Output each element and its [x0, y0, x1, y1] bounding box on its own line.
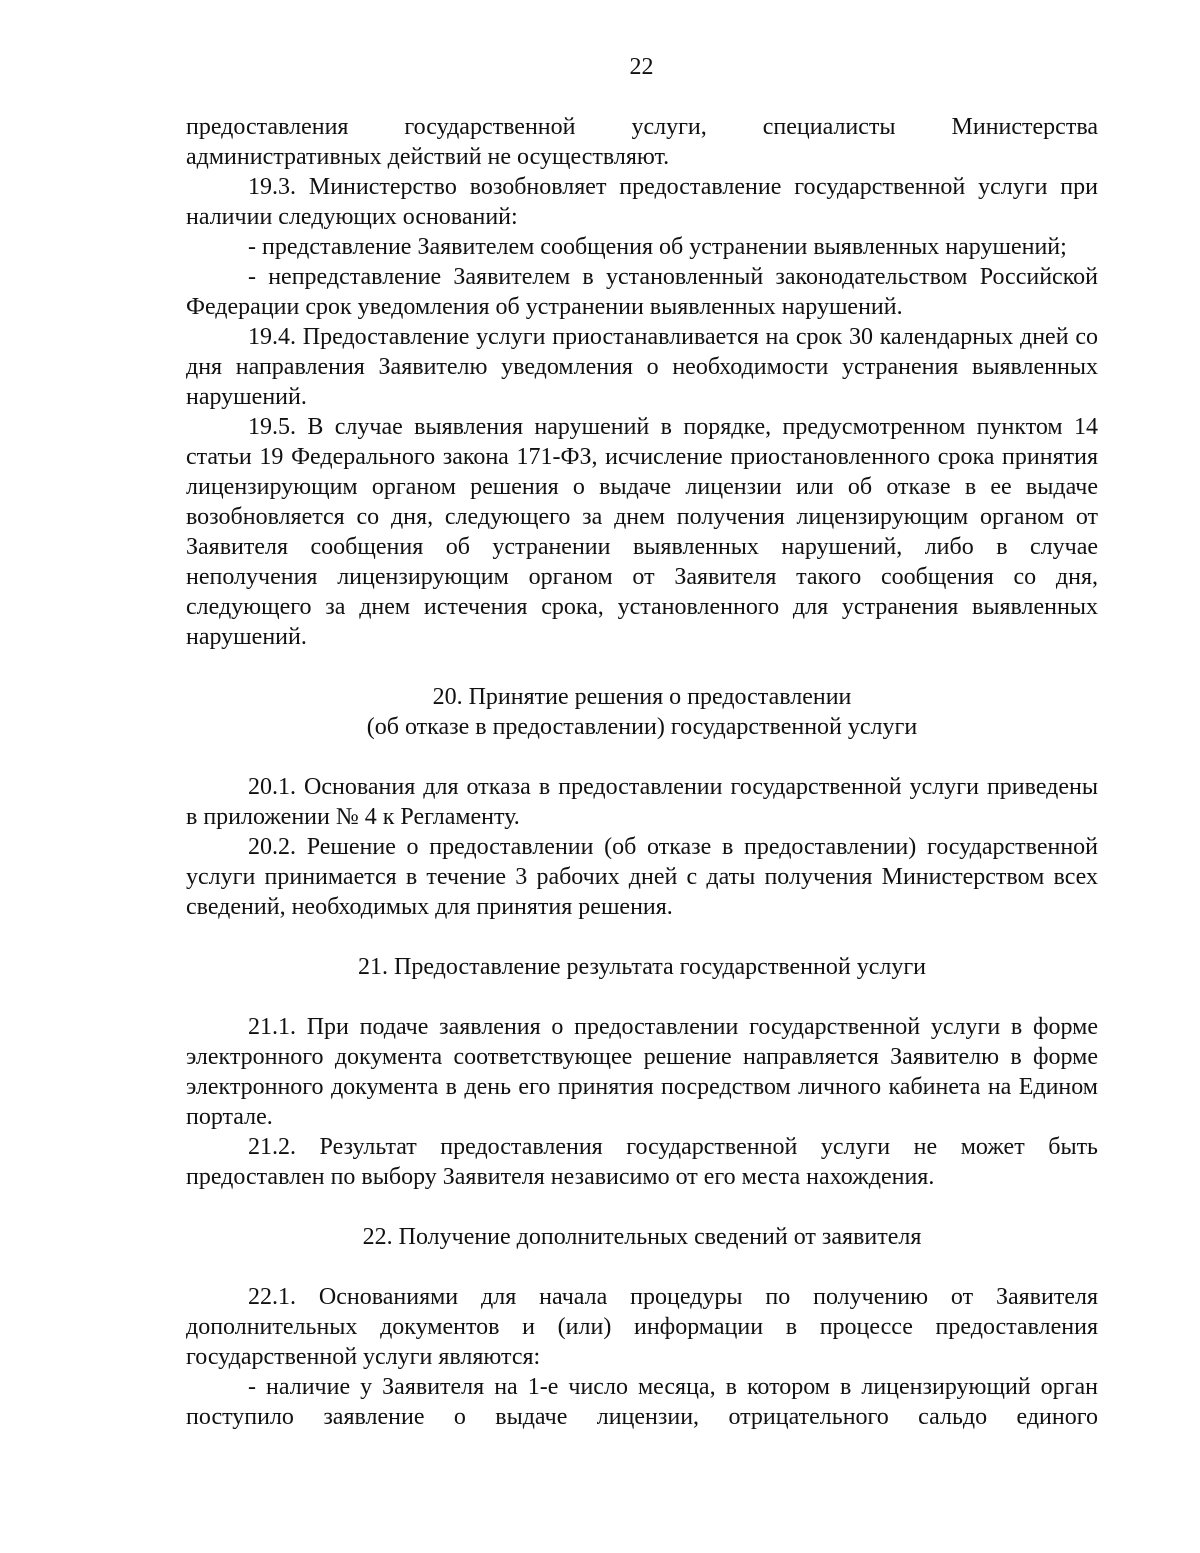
spacer — [186, 1252, 1098, 1282]
section-heading-21: 21. Предоставление результата государственной услуги — [357, 954, 927, 980]
paragraph-19-4: 19.4. Предоставление услуги приостанавливается на срок 30 календарных дней со дня направления Заявителю уведомления о необходимости устранения выявленных нарушений. — [186, 324, 1098, 410]
list-item: - представление Заявителем сообщения об устранении выявленных нарушений; — [248, 234, 1067, 260]
list-item: - непредставление Заявителем в установленный законодательством Российской Федерации срок уведомления об устранении выявленных нарушений. — [186, 264, 1098, 320]
spacer — [186, 922, 1098, 952]
paragraph-19-5: 19.5. В случае выявления нарушений в порядке, предусмотренном пунктом 14 статьи 19 Федерального закона 171-ФЗ, исчисление приостановленного срока принятия лицензирующим органом решения о выдаче лицензии или об отказе в ее выдаче возобновляется со дня, следующего за днем получения лицензирующим органом от Заявителя сообщения об устранении выявленных нарушений, либо в случае неполучения лицензирующим органом от Заявителя такого сообщения со дня, следующего за днем истечения срока, установленного для устранения выявленных нарушений. — [186, 414, 1098, 650]
paragraph-21-1: 21.1. При подаче заявления о предоставлении государственной услуги в форме электронного документа соответствующее решение направляется Заявителю в форме электронного документа в день его принятия посредством личного кабинета на Едином портале. — [186, 1014, 1098, 1130]
section-heading-22: 22. Получение дополнительных сведений от заявителя — [362, 1224, 922, 1250]
document-body — [186, 112, 1098, 1432]
list-item: - наличие у Заявителя на 1-е число месяца, в котором в лицензирующий орган поступило заявление о выдаче лицензии, отрицательного сальдо единого — [186, 1374, 1098, 1430]
paragraph-21-2: 21.2. Результат предоставления государственной услуги не может быть предоставлен по выбору Заявителя независимо от его места нахождения. — [186, 1134, 1098, 1190]
page-number: 22 — [629, 54, 654, 80]
paragraph-19-3: 19.3. Министерство возобновляет предоставление государственной услуги при наличии следующих оснований: — [186, 174, 1098, 230]
spacer — [186, 742, 1098, 772]
spacer — [186, 1192, 1098, 1222]
spacer — [186, 982, 1098, 1012]
spacer — [186, 652, 1098, 682]
paragraph-22-1: 22.1. Основаниями для начала процедуры по получению от Заявителя дополнительных документов и (или) информации в процессе предоставления государственной услуги являются: — [186, 1284, 1098, 1370]
section-heading-20: 20. Принятие решения о предоставлении — [432, 684, 852, 710]
paragraph: предоставления государственной услуги, специалисты Министерства административных действий не осуществляют. — [186, 114, 1098, 170]
section-heading-20-line2: (об отказе в предоставлении) государственной услуги — [366, 714, 918, 740]
paragraph-20-1: 20.1. Основания для отказа в предоставлении государственной услуги приведены в приложении № 4 к Регламенту. — [186, 774, 1098, 830]
paragraph-20-2: 20.2. Решение о предоставлении (об отказе в предоставлении) государственной услуги принимается в течение 3 рабочих дней с даты получения Министерством всех сведений, необходимых для принятия решения. — [186, 834, 1098, 920]
